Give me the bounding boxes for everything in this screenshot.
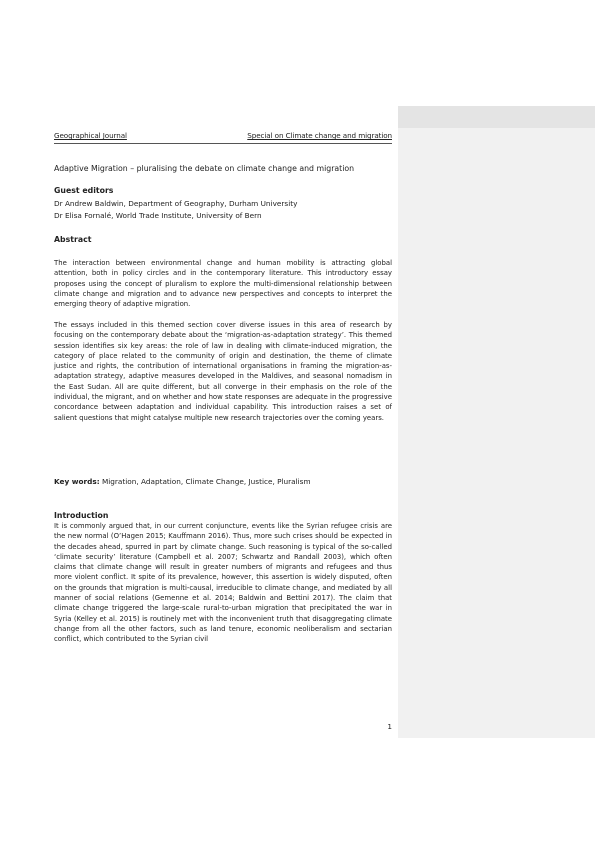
section-name: Special on Climate change and migration [247,131,392,140]
article-title: Adaptive Migration – pluralising the debate on climate change and migration [54,164,355,173]
running-header [54,131,392,144]
abstract-heading: Abstract [54,235,92,244]
editor-line: Dr Elisa Fornalé, World Trade Institute, University of Bern [54,211,262,220]
introduction-heading: Introduction [54,511,109,520]
journal-name: Geographical Journal [54,131,127,140]
page-number: 1 [387,722,392,731]
keywords-text: Migration, Adaptation, Climate Change, Justice, Pluralism [101,477,311,486]
abstract-paragraph: The essays included in this themed section cover diverse issues in this area of research by focusing on the contemporary debate about the ‘migration-as-adaptation strategy’. This themed session identifies six key areas: the role of law in dealing with climate-induced migration, the category of place related to the community of origin and destination, the theme of climate justice and rights, the contribution of international organisations in framing the migration-as-adaptation strategy, adaptive measures developed in the Maldives, and seasonal nomadism in the East Sudan. All are quite different, but all converge in their emphasis on the role of the individual, the migrant, and on whether and how state responses are adequate in the progressive concordance between adaptation and individual capability. This introduction raises a set of salient questions that might catalyse multiple new research trajectories over the coming years. [54,321,392,422]
comment-pane-header [398,106,595,128]
editor-line: Dr Andrew Baldwin, Department of Geography, Durham University [54,199,298,208]
introduction-paragraph: It is commonly argued that, in our current conjuncture, events like the Syrian refugee crisis are the new normal (O’Hagen 2015; Kauffmann 2016). Thus, more such crises should be expected in the decades ahead, spurred in part by climate change. Such reasoning is typical of the so-called ‘climate security’ literature (Campbell et al. 2007; Schwartz and Randall 2003), which often claims that climate change will result in greater numbers of migrants and refugees and thus more violent conflict. It spite of its prevalence, however, this assertion is widely disputed, often on the grounds that migration is multi-causal, irreducible to climate change, and mediated by all manner of social relations (Gemenne et al. 2014; Baldwin and Bettini 2017). The claim that climate change triggered the large-scale rural-to-urban migration that precipitated the war in Syria (Kelley et al. 2015) is routinely met with the inconvenient truth that disaggregating climate change from all the other factors, such as land tenure, economic neoliberalism and sectarian conflict, which contributed to the Syrian civil [54,522,392,644]
abstract-paragraph: The interaction between environmental change and human mobility is attracting global attention, both in policy circles and in the contemporary literature. This introductory essay proposes using the concept of pluralism to explore the multi-dimensional relationship between climate change and migration and to advance new perspectives and concepts to interpret the emerging theory of adaptive migration. [54,259,392,309]
keywords-label: Key words: [54,477,100,486]
guest-editors-heading: Guest editors [54,186,114,195]
comment-pane [398,106,595,738]
keywords [54,477,311,486]
